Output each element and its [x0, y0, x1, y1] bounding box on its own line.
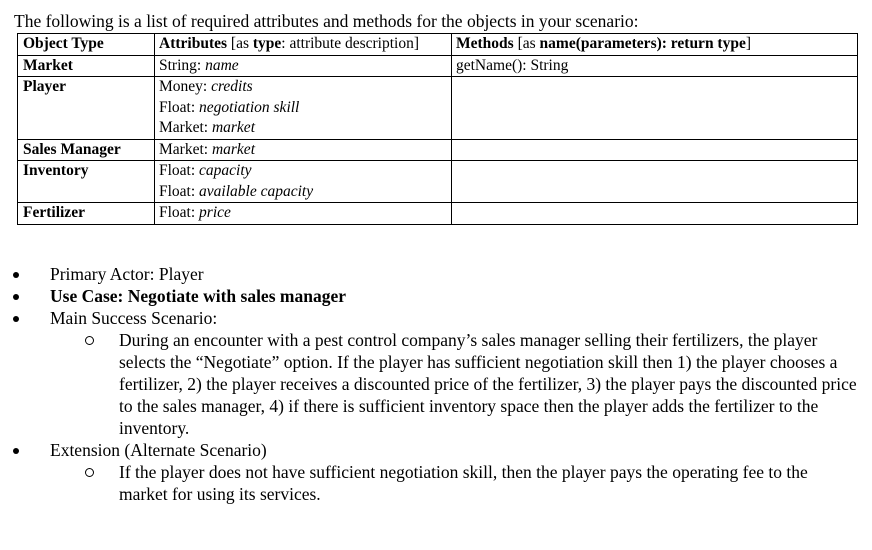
header-attributes-bold: Attributes — [159, 35, 228, 52]
table-row — [18, 77, 858, 140]
table-row — [18, 139, 858, 161]
table-row — [18, 203, 858, 225]
attribute-name: credits — [211, 78, 253, 95]
sub-list-item — [0, 461, 872, 505]
bullet-icon — [13, 316, 19, 322]
attribute-cell — [155, 161, 452, 203]
list-item — [0, 285, 872, 307]
header-methods-bold: Methods — [456, 35, 514, 52]
attribute-type: Float: — [159, 162, 200, 179]
attribute-name: available capacity — [199, 182, 314, 200]
list-item — [0, 307, 872, 329]
attribute-type: Float: — [159, 98, 200, 116]
method-line: getName(): String — [456, 56, 569, 74]
list-item — [0, 263, 872, 285]
attribute-line — [159, 182, 451, 203]
object-name: Market — [18, 55, 155, 77]
method-cell — [452, 55, 858, 77]
object-name: Fertilizer — [18, 203, 155, 225]
table-header-row — [18, 34, 858, 56]
table-row — [18, 55, 858, 77]
bullet-icon — [13, 272, 19, 278]
header-methods-close: ] — [745, 35, 752, 52]
main-success-text: Main Success Scenario: — [50, 308, 218, 328]
method-cell — [452, 203, 858, 225]
attribute-type: String: — [159, 56, 206, 74]
extension-detail: If the player does not have sufficient negotiation skill, then the player pays the operating fee to the market for using its services. — [119, 462, 808, 504]
object-name: Player — [18, 77, 155, 140]
attribute-line — [159, 77, 451, 98]
header-methods-a: [as — [513, 35, 540, 52]
bullet-icon — [13, 294, 19, 300]
primary-actor-text: Primary Actor: Player — [50, 264, 204, 284]
attribute-cell — [155, 203, 452, 225]
attribute-cell — [155, 139, 452, 161]
attribute-type: Market: — [159, 119, 212, 136]
attribute-name: market — [211, 140, 255, 158]
header-object-type: Object Type — [18, 34, 155, 56]
hollow-bullet-icon — [85, 336, 94, 345]
attribute-type: Market: — [159, 140, 212, 158]
attribute-type: Money: — [159, 78, 212, 95]
attribute-name: price — [199, 204, 231, 221]
attribute-line — [159, 118, 451, 139]
attribute-type: Float: — [159, 182, 200, 200]
attribute-cell — [155, 55, 452, 77]
header-attributes-desc: : attribute description] — [281, 35, 420, 52]
attribute-type: Float: — [159, 204, 200, 221]
attribute-line — [159, 56, 451, 77]
use-case-text: Use Case: Negotiate with sales manager — [50, 286, 346, 306]
attribute-line — [159, 140, 451, 161]
method-cell — [452, 139, 858, 161]
attribute-name: capacity — [199, 162, 252, 179]
header-attributes — [155, 34, 452, 56]
use-case-list — [0, 263, 872, 505]
list-item — [0, 439, 872, 461]
method-cell — [452, 161, 858, 203]
attribute-name: name — [205, 56, 239, 74]
main-success-detail: During an encounter with a pest control company’s sales manager selling their fertilizers, the player selects the “Negotiate” option. If the player has sufficient negotiation skill then 1) the player chooses a fertilizer, 2) the player receives a discounted price of the fertilizer, 3) the player pays the discounted price to the sales manager, 4) if there is sufficient inventory space then the player adds the fertilizer to the inventory. — [119, 330, 857, 438]
attribute-line — [159, 203, 451, 224]
bullet-icon — [13, 448, 19, 454]
attribute-line — [159, 98, 451, 119]
object-name: Sales Manager — [18, 139, 155, 161]
intro-text: The following is a list of required attributes and methods for the objects in your scenario: — [14, 11, 639, 31]
table-row — [18, 161, 858, 203]
header-methods — [452, 34, 858, 56]
hollow-bullet-icon — [85, 468, 94, 477]
header-attributes-type: type — [252, 35, 282, 52]
object-name: Inventory — [18, 161, 155, 203]
method-cell — [452, 77, 858, 140]
attribute-name: negotiation skill — [199, 98, 300, 116]
attribute-line — [159, 161, 451, 182]
attributes-methods-table — [17, 33, 858, 225]
header-attributes-a: [as — [227, 35, 253, 52]
attribute-name: market — [211, 119, 255, 136]
header-methods-signature: name(parameters): return type — [539, 35, 746, 52]
sub-list-item — [0, 329, 872, 439]
extension-text: Extension (Alternate Scenario) — [50, 440, 267, 460]
attribute-cell — [155, 77, 452, 140]
